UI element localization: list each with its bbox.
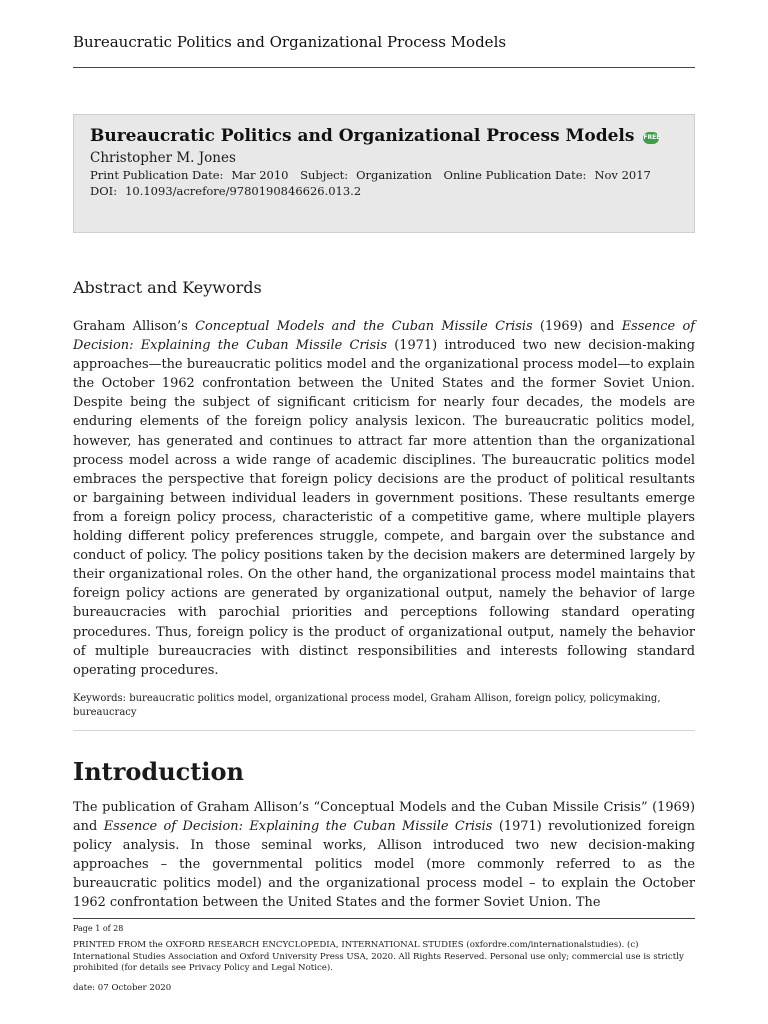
online-pub-label: Online Publication Date: bbox=[443, 168, 587, 182]
abstract-heading: Abstract and Keywords bbox=[73, 278, 262, 297]
article-meta-box bbox=[73, 114, 695, 233]
intro-part-2: (1971) revolutionized foreign policy analysis. In those seminal works, Allison introduced two new decision-making approaches – the governmental politics model (more commonly referred to as the bureaucratic politics model) and the organizational process model – to explain the October 1962 confrontation between the United States and the former Soviet Union. The bbox=[73, 819, 696, 911]
intro-book-title: Essence of Decision: Explaining the Cuban Missile Crisis bbox=[103, 819, 493, 835]
abstract-part-3: (1971) introduced two new decision-making approaches—the bureaucratic politics model and the organizational process model—to explain the October 1962 confrontation between the United States and the former Soviet Union. Despite being the subject of significant criticism for nearly four decades, the models are enduring elements of the foreign policy analysis lexicon. The bureaucratic politics model, however, has generated and continues to attract far more attention than the organizational process model across a wide range of academic disciplines. The bureaucratic politics model embraces the perspective that foreign policy decisions are the product of political resultants or bargaining between individual leaders in government positions. These resultants emerge from a foreign policy process, characteristic of a competitive game, where multiple players holding different policy preferences struggle, compete, and bargain over the substance and conduct of policy. The policy positions taken by the decision makers are determined largely by their organizational roles. On the other hand, the organizational process model maintains that foreign policy actions are generated by organizational output, namely the behavior of large bureaucracies with parochial priorities and perceptions following standard operating procedures. Thus, foreign policy is the product of organizational output, namely the behavior of multiple bureaucracies with distinct responsibilities and interests following standard operating procedures. bbox=[73, 338, 695, 678]
abstract-book-title-1: Conceptual Models and the Cuban Missile Crisis bbox=[195, 319, 533, 334]
article-title-text: Bureaucratic Politics and Organizational Process Models bbox=[90, 126, 635, 146]
print-pub-value: Mar 2010 bbox=[231, 168, 289, 182]
introduction-text bbox=[73, 798, 695, 913]
subject-value[interactable]: Organization bbox=[356, 168, 432, 182]
footer-divider bbox=[73, 918, 695, 919]
running-head: Bureaucratic Politics and Organizational Process Models bbox=[73, 33, 507, 51]
abstract-part-1: Graham Allison’s bbox=[73, 319, 196, 334]
doi-info bbox=[90, 183, 678, 199]
doi-link[interactable]: 10.1093/acrefore/9780190846626.013.2 bbox=[125, 184, 362, 198]
introduction-heading: Introduction bbox=[73, 757, 244, 786]
abstract-book-title-2: Essence of Decision: Explaining the Cuban Missile Crisis bbox=[73, 319, 695, 354]
print-pub-label: Print Publication Date: bbox=[90, 168, 224, 182]
publication-info bbox=[90, 167, 678, 183]
printed-notice: PRINTED FROM the OXFORD RESEARCH ENCYCLOPEDIA, INTERNATIONAL STUDIES (oxfordre.com/internationalstudies). (c) International Studies Association and Oxford University Press USA, 2020. All Rights Reserved. Personal use only; commercial use is strictly prohibited (for details see Privacy Policy and Legal Notice). bbox=[73, 940, 684, 973]
page-number: Page 1 of 28 bbox=[73, 924, 124, 933]
keywords-divider bbox=[73, 730, 695, 731]
header-divider bbox=[73, 67, 695, 68]
author-name[interactable]: Christopher M. Jones bbox=[90, 150, 236, 166]
abstract-text bbox=[73, 317, 695, 680]
doi-label: DOI: bbox=[90, 184, 118, 198]
keywords: Keywords: bureaucratic politics model, organizational process model, Graham Allison, foreign policy, policymaking, bureaucracy bbox=[73, 693, 661, 718]
intro-part-1: The publication of Graham Allison’s “Conceptual Models and the Cuban Missile Crisis” (1969) and bbox=[73, 800, 695, 835]
abstract-part-2: (1969) and bbox=[532, 319, 622, 334]
subject-label: Subject: bbox=[300, 168, 349, 182]
article-title bbox=[90, 126, 678, 146]
free-access-icon: FREE bbox=[643, 132, 659, 144]
print-date: date: 07 October 2020 bbox=[73, 983, 172, 993]
online-pub-value: Nov 2017 bbox=[594, 168, 651, 182]
